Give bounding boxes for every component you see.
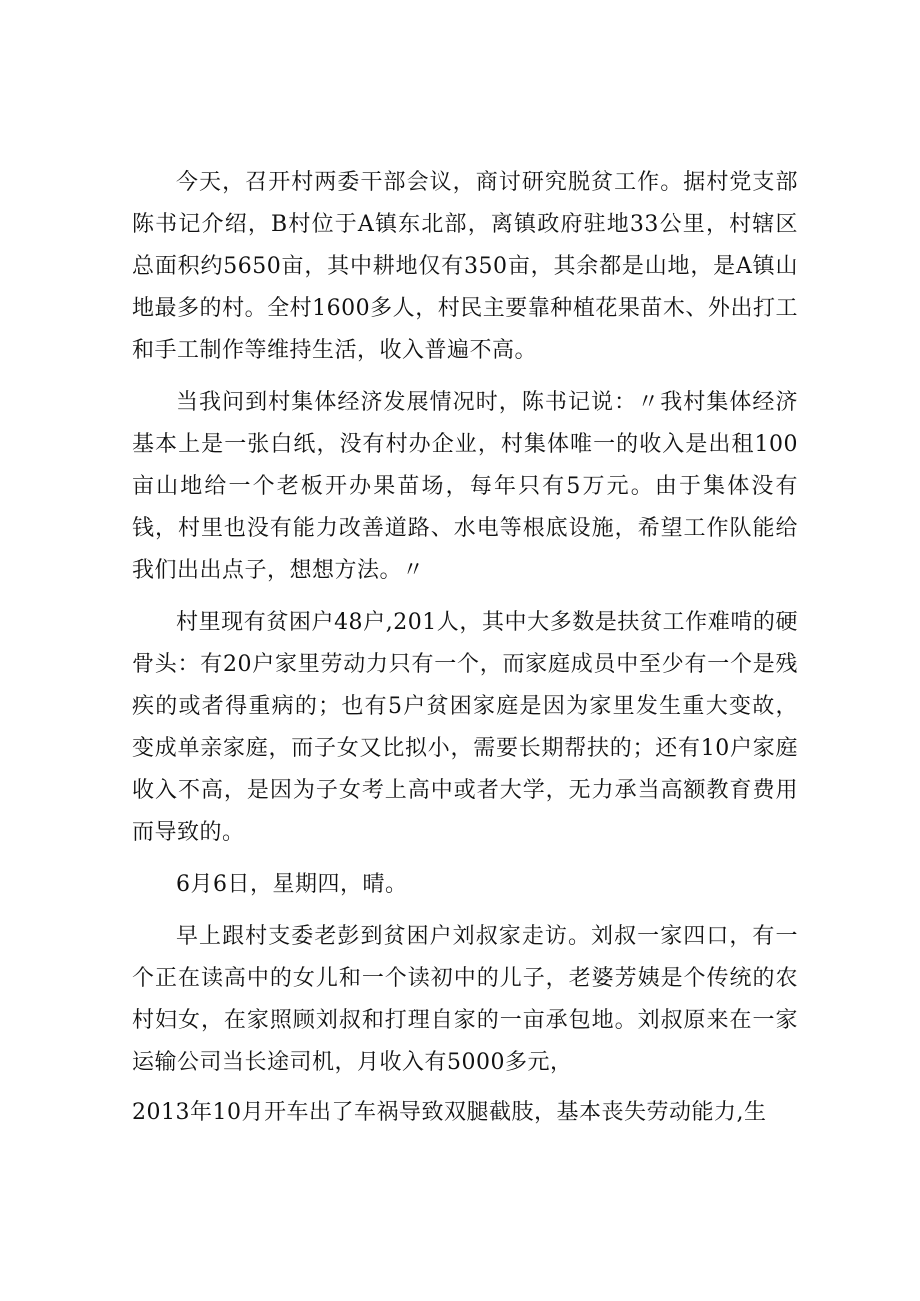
paragraph-poor-households: 村里现有贫困户48户,201人，其中大多数是扶贫工作难啃的硬骨头：有20户家里劳动力只有一个，而家庭成员中至少有一个是残疾的或者得重病的；也有5户贫困家庭是因为家里发生重大变故，变成单亲家庭，而子女又比拟小，需要长期帮扶的；还有10户家庭收入不高，是因为子女考上高中或者大学，无力承当高额教育费用而导致的。 xyxy=(132,610,798,845)
document-body xyxy=(132,162,798,1134)
paragraph-accident: 2013年10月开车出了车祸导致双腿截肢，基本丧失劳动能力,生 xyxy=(132,1100,767,1125)
paragraph-village-meeting: 今天，召开村两委干部会议，商讨研究脱贫工作。据村党支部陈书记介绍，B村位于A镇东北部，离镇政府驻地33公里，村辖区总面积约5650亩，其中耕地仅有350亩，其余都是山地，是A镇山地最多的村。全村1600多人，村民主要靠种植花果苗木、外出打工和手工制作等维持生活，收入普遍不高。 xyxy=(132,170,798,363)
paragraph-diary-date: 6月6日，星期四，晴。 xyxy=(176,872,408,897)
paragraph-visit-liu: 早上跟村支委老彭到贫困户刘叔家走访。刘叔一家四口，有一个正在读高中的女儿和一个读初中的儿子，老婆芳姨是个传统的农村妇女，在家照顾刘叔和打理自家的一亩承包地。刘叔原来在一家运输公司当长途司机，月收入有5000多元， xyxy=(132,924,798,1075)
paragraph-collective-economy: 当我问到村集体经济发展情况时，陈书记说：〃我村集体经济基本上是一张白纸，没有村办企业，村集体唯一的收入是出租100亩山地给一个老板开办果苗场，每年只有5万元。由于集体没有钱，村里也没有能力改善道路、水电等根底设施，希望工作队能给我们出出点子，想想方法。〃 xyxy=(132,390,798,583)
